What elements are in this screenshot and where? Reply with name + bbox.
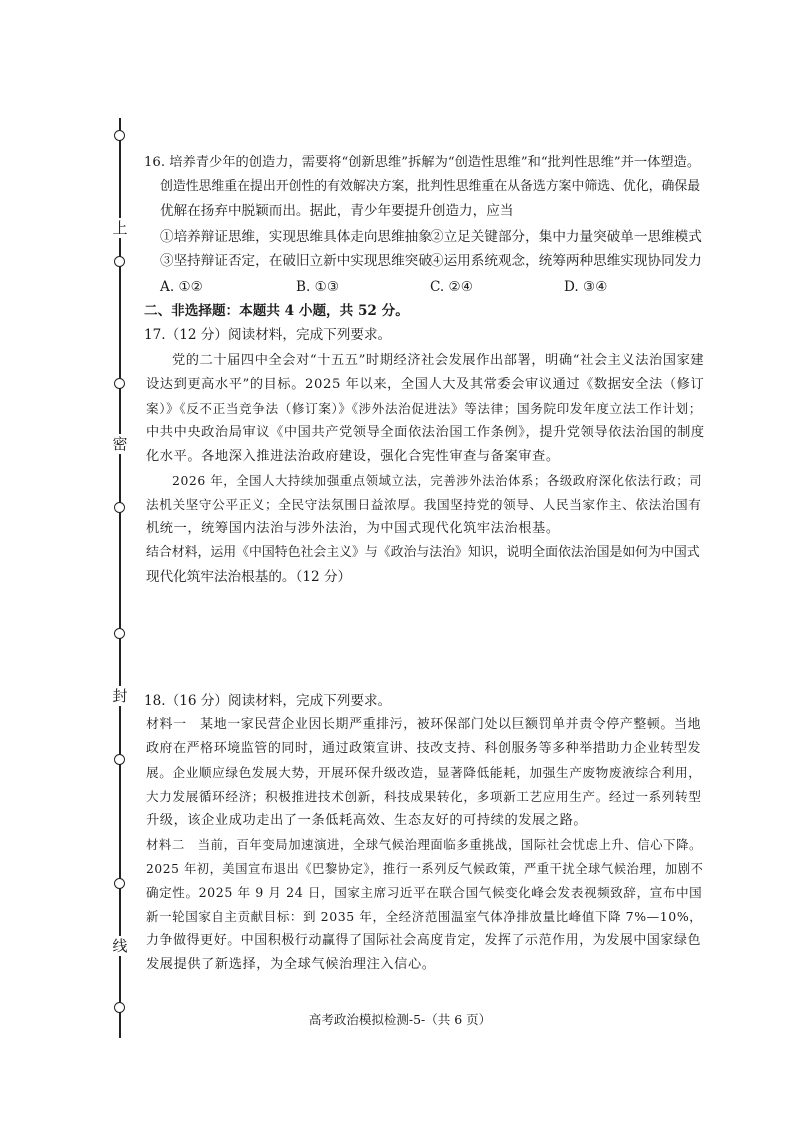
q16-stem-line1: 16. 培养青少年的创造力，需要将“创新思维”拆解为“创造性思维”和“批判性思维”并一体塑造。 (144, 155, 701, 170)
q16-option-3: ③坚持辩证否定，在破旧立新中实现思维突破 (160, 253, 432, 269)
q17-question-line2: 现代化筑牢法治根基的。（12 分） (146, 569, 352, 585)
margin-circle (114, 256, 125, 267)
q18-material2-line: 确定性。2025 年 9 月 24 日，国家主席习近平在联合国气候变化峰会发表视频致辞，宣布中国 (146, 885, 703, 900)
q16-stem-line3: 优解在扬弃中脱颖而出。据此，青少年要提升创造力，应当 (160, 203, 514, 219)
margin-circle (114, 130, 125, 141)
q16-option-4: ④运用系统观念，统筹两种思维实现协同发力 (430, 253, 702, 269)
q18-material2-line: 力争做得更好。中国积极行动赢得了国际社会高度肯定，发挥了示范作用，为发展中国家绿色 (146, 933, 702, 948)
q18-material2-line: 2025 年初，美国宣布退出《巴黎协定》，推行一系列反气候政策，严重干扰全球气候治理，加剧不 (146, 862, 704, 876)
margin-circle (114, 502, 125, 513)
margin-circle (114, 628, 125, 639)
page-footer: 高考政治模拟检测-5-（共 6 页） (308, 1012, 492, 1027)
margin-circle (114, 878, 125, 889)
q16-choice-a: A. ①② (160, 279, 203, 295)
q16-choice-b: B. ①③ (296, 279, 340, 295)
q17-material-line: 法机关坚守公平正义；全民守法氛围日益浓厚。我国坚持党的领导、人民当家作主、依法治国有 (146, 497, 702, 512)
q17-material-line: 化水平。各地深入推进法治政府建设，强化合宪性审查与备案审查。 (146, 449, 560, 464)
q17-question-line1: 结合材料，运用《中国特色社会主义》与《政治与法治》知识，说明全面依法治国是如何为中国式 (146, 545, 700, 560)
q16-option-2: ②立足关键部分，集中力量突破单一思维模式 (430, 229, 702, 245)
section-heading: 二、非选择题：本题共 4 小题，共 52 分。 (144, 303, 409, 319)
q16-choice-d: D. ③④ (564, 279, 608, 295)
margin-circle (114, 754, 125, 765)
margin-label-mi: 密 (110, 434, 130, 454)
q18-material1-line: 展。企业顺应绿色发展大势，开展环保升级改造，显著降低能耗，加强生产废物废液综合利用， (146, 765, 702, 780)
q18-material1-line: 材料一 某地一家民营企业因长期严重排污，被环保部门处以巨额罚单并责令停产整顿。当地 (146, 717, 702, 732)
q16-stem-line2: 创造性思维重在提出开创性的有效解决方案，批判性思维重在从备选方案中筛选、优化，确保最 (160, 179, 701, 194)
q18-material1-line: 政府在严格环境监管的同时，通过政策宣讲、技改支持、科创服务等多种举措助力企业转型发 (146, 741, 702, 756)
binding-margin (108, 118, 132, 1038)
q17-material-line: 2026 年，全国人大持续加强重点领域立法，完善涉外法治体系；各级政府深化依法行政；司 (172, 474, 703, 488)
q17-material-line: 设达到更高水平”的目标。2025 年以来，全国人大及其常委会审议通过《数据安全法（修订 (146, 377, 705, 392)
q18-material2-line: 发展提供了新选择，为全球气候治理注入信心。 (146, 957, 436, 972)
margin-label-shang: 上 (110, 218, 130, 238)
margin-label-xian: 线 (110, 936, 130, 956)
q17-material-line: 党的二十届四中全会对“十五五”时期经济社会发展作出部署，明确“社会主义法治国家建 (172, 353, 705, 368)
q17-material-line: 机统一，统筹国内法治与涉外法治，为中国式现代化筑牢法治根基。 (146, 521, 560, 536)
q16-option-1: ①培养辩证思维，实现思维具体走向思维抽象 (160, 229, 432, 245)
q18-material2-line: 新一轮国家自主贡献目标：到 2035 年，全经济范围温室气体净排放量比峰值下降 7%—10%， (146, 909, 703, 924)
q18-material1-line: 大力发展循环经济；积极推进技术创新，科技成果转化，多项新工艺应用生产。经过一系列转型 (146, 789, 702, 804)
q17-heading: 17.（12 分）阅读材料，完成下列要求。 (144, 327, 392, 343)
q18-material2-line: 材料二 当前，百年变局加速演进，全球气候治理面临多重挑战，国际社会忧虑上升、信心下降。 (146, 838, 702, 852)
q18-material1-line: 升级，该企业成功走出了一条低耗高效、生态友好的可持续的发展之路。 (146, 813, 588, 828)
margin-label-feng: 封 (110, 686, 130, 706)
q17-material-line: 案）》《反不正当竞争法（修订案）》《涉外法治促进法》等法律；国务院印发年度立法工作计划； (146, 401, 702, 416)
q17-material-line: 中共中央政治局审议《中国共产党领导全面依法治国工作条例》，提升党领导依法治国的制度 (146, 425, 705, 440)
margin-circle (114, 378, 125, 389)
q16-choice-c: C. ②④ (430, 279, 473, 295)
q18-heading: 18.（16 分）阅读材料，完成下列要求。 (144, 693, 392, 709)
